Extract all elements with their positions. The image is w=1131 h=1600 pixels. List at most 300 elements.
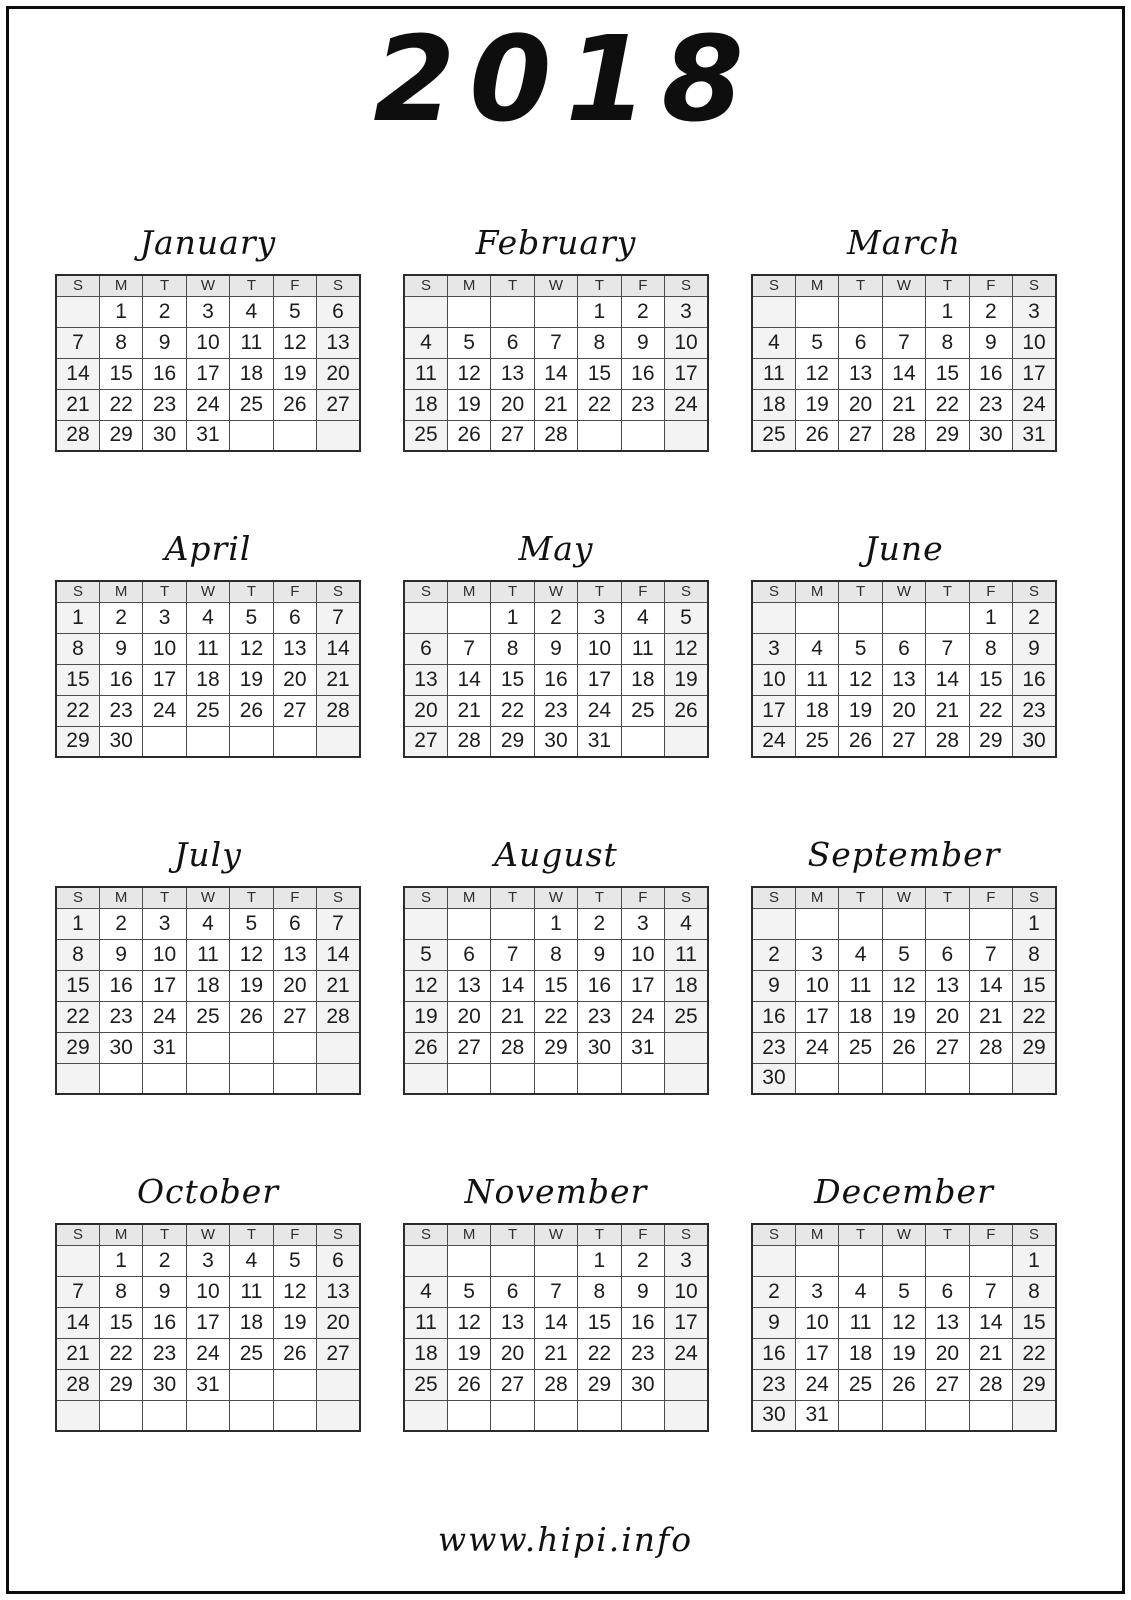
- weekday-header: F: [621, 275, 664, 296]
- empty-day-cell: [795, 1245, 838, 1276]
- empty-day-cell: [882, 1245, 925, 1276]
- day-cell: 12: [447, 1307, 490, 1338]
- day-cell: 23: [143, 1338, 186, 1369]
- weekday-header: W: [186, 275, 229, 296]
- day-cell: 7: [926, 633, 969, 664]
- week-row: [56, 1001, 360, 1032]
- day-cell: 18: [230, 1307, 273, 1338]
- empty-day-cell: [404, 1400, 447, 1431]
- day-cell: 10: [578, 633, 621, 664]
- day-cell: 29: [578, 1369, 621, 1400]
- weekday-header: F: [273, 275, 316, 296]
- day-cell: 2: [1013, 602, 1056, 633]
- month-december: [751, 1171, 1057, 1432]
- day-cell: 29: [491, 726, 534, 757]
- day-cell: 16: [534, 664, 577, 695]
- day-cell: 17: [795, 1338, 838, 1369]
- month-august: [403, 834, 709, 1095]
- week-row: [752, 602, 1056, 633]
- weekday-header: T: [491, 275, 534, 296]
- day-cell: 4: [621, 602, 664, 633]
- weekday-header: W: [534, 581, 577, 602]
- week-row: [56, 1032, 360, 1063]
- day-cell: 9: [143, 327, 186, 358]
- empty-day-cell: [447, 1400, 490, 1431]
- day-cell: 20: [491, 389, 534, 420]
- day-cell: 4: [839, 1276, 882, 1307]
- day-cell: 11: [665, 939, 708, 970]
- empty-day-cell: [273, 1369, 316, 1400]
- weekday-header: F: [621, 581, 664, 602]
- day-cell: 1: [56, 602, 99, 633]
- week-row: [56, 1245, 360, 1276]
- weekday-header: T: [926, 1224, 969, 1245]
- day-cell: 1: [99, 296, 142, 327]
- day-cell: 24: [186, 389, 229, 420]
- day-cell: 26: [882, 1032, 925, 1063]
- day-cell: 24: [795, 1369, 838, 1400]
- day-cell: 22: [56, 1001, 99, 1032]
- week-row: [56, 1400, 360, 1431]
- weekday-header: T: [839, 1224, 882, 1245]
- empty-day-cell: [273, 726, 316, 757]
- day-cell: 25: [752, 420, 795, 451]
- day-cell: 24: [143, 695, 186, 726]
- day-cell: 13: [447, 970, 490, 1001]
- weekday-header: M: [447, 887, 490, 908]
- day-cell: 31: [143, 1032, 186, 1063]
- day-cell: 5: [273, 296, 316, 327]
- day-cell: 4: [839, 939, 882, 970]
- day-cell: 11: [404, 358, 447, 389]
- day-cell: 23: [969, 389, 1012, 420]
- week-row: [56, 358, 360, 389]
- week-row: [404, 1063, 708, 1094]
- empty-day-cell: [882, 1400, 925, 1431]
- day-cell: 26: [230, 695, 273, 726]
- empty-day-cell: [317, 1369, 360, 1400]
- day-cell: 3: [795, 939, 838, 970]
- week-row: [56, 1276, 360, 1307]
- empty-day-cell: [969, 1400, 1012, 1431]
- week-row: [752, 1276, 1056, 1307]
- month-table: [55, 1223, 361, 1432]
- weekday-header: S: [665, 1224, 708, 1245]
- day-cell: 2: [621, 1245, 664, 1276]
- day-cell: 25: [404, 420, 447, 451]
- day-cell: 28: [969, 1369, 1012, 1400]
- day-cell: 16: [752, 1338, 795, 1369]
- day-cell: 16: [621, 358, 664, 389]
- week-row: [56, 939, 360, 970]
- day-cell: 4: [795, 633, 838, 664]
- day-cell: 20: [273, 664, 316, 695]
- day-cell: 31: [186, 420, 229, 451]
- day-cell: 26: [447, 420, 490, 451]
- weekday-header: F: [273, 1224, 316, 1245]
- day-cell: 28: [926, 726, 969, 757]
- day-cell: 2: [99, 908, 142, 939]
- weekday-header: M: [447, 275, 490, 296]
- empty-day-cell: [273, 420, 316, 451]
- day-cell: 26: [882, 1369, 925, 1400]
- day-cell: 29: [1013, 1369, 1056, 1400]
- day-cell: 22: [578, 1338, 621, 1369]
- day-cell: 20: [317, 358, 360, 389]
- week-row: [56, 327, 360, 358]
- week-row: [56, 908, 360, 939]
- empty-day-cell: [186, 1400, 229, 1431]
- day-cell: 14: [491, 970, 534, 1001]
- week-row: [404, 970, 708, 1001]
- week-row: [56, 1369, 360, 1400]
- weekday-header: F: [621, 887, 664, 908]
- day-cell: 6: [839, 327, 882, 358]
- day-cell: 13: [491, 1307, 534, 1338]
- day-cell: 13: [273, 939, 316, 970]
- day-cell: 2: [143, 1245, 186, 1276]
- day-cell: 15: [99, 358, 142, 389]
- day-cell: 25: [795, 726, 838, 757]
- weekday-header-row: [56, 1224, 360, 1245]
- day-cell: 6: [447, 939, 490, 970]
- day-cell: 22: [969, 695, 1012, 726]
- day-cell: 27: [491, 420, 534, 451]
- empty-day-cell: [491, 908, 534, 939]
- day-cell: 20: [447, 1001, 490, 1032]
- day-cell: 21: [926, 695, 969, 726]
- empty-day-cell: [317, 420, 360, 451]
- day-cell: 20: [404, 695, 447, 726]
- weekday-header: T: [578, 887, 621, 908]
- day-cell: 3: [621, 908, 664, 939]
- weekday-header: M: [99, 275, 142, 296]
- empty-day-cell: [230, 1032, 273, 1063]
- month-june: [751, 528, 1057, 758]
- day-cell: 28: [56, 420, 99, 451]
- day-cell: 12: [230, 939, 273, 970]
- day-cell: 25: [230, 1338, 273, 1369]
- weekday-header: S: [317, 887, 360, 908]
- day-cell: 29: [99, 420, 142, 451]
- day-cell: 5: [882, 1276, 925, 1307]
- empty-day-cell: [839, 1400, 882, 1431]
- month-table: [403, 1223, 709, 1432]
- day-cell: 14: [882, 358, 925, 389]
- day-cell: 17: [752, 695, 795, 726]
- day-cell: 15: [1013, 1307, 1056, 1338]
- day-cell: 27: [273, 695, 316, 726]
- day-cell: 3: [665, 1245, 708, 1276]
- day-cell: 15: [99, 1307, 142, 1338]
- week-row: [56, 420, 360, 451]
- day-cell: 6: [273, 908, 316, 939]
- weekday-header: F: [969, 275, 1012, 296]
- day-cell: 27: [404, 726, 447, 757]
- day-cell: 6: [491, 327, 534, 358]
- day-cell: 22: [1013, 1338, 1056, 1369]
- day-cell: 9: [752, 1307, 795, 1338]
- weekday-header: T: [839, 581, 882, 602]
- day-cell: 28: [969, 1032, 1012, 1063]
- day-cell: 21: [969, 1338, 1012, 1369]
- week-row: [404, 726, 708, 757]
- day-cell: 10: [795, 1307, 838, 1338]
- day-cell: 5: [230, 602, 273, 633]
- day-cell: 13: [926, 970, 969, 1001]
- week-row: [752, 633, 1056, 664]
- empty-day-cell: [969, 1245, 1012, 1276]
- empty-day-cell: [56, 1063, 99, 1094]
- day-cell: 19: [230, 664, 273, 695]
- month-january: [55, 222, 361, 452]
- day-cell: 7: [969, 1276, 1012, 1307]
- day-cell: 29: [969, 726, 1012, 757]
- day-cell: 8: [578, 1276, 621, 1307]
- week-row: [404, 664, 708, 695]
- week-row: [752, 1245, 1056, 1276]
- month-table: [403, 886, 709, 1095]
- weekday-header: T: [926, 275, 969, 296]
- day-cell: 19: [273, 358, 316, 389]
- day-cell: 10: [752, 664, 795, 695]
- day-cell: 4: [230, 1245, 273, 1276]
- week-row: [56, 664, 360, 695]
- day-cell: 25: [186, 1001, 229, 1032]
- day-cell: 10: [186, 327, 229, 358]
- day-cell: 27: [839, 420, 882, 451]
- day-cell: 14: [317, 633, 360, 664]
- day-cell: 19: [230, 970, 273, 1001]
- day-cell: 19: [839, 695, 882, 726]
- day-cell: 15: [578, 358, 621, 389]
- day-cell: 17: [186, 1307, 229, 1338]
- day-cell: 9: [143, 1276, 186, 1307]
- weekday-header-row: [404, 1224, 708, 1245]
- month-title: October: [136, 1172, 280, 1211]
- day-cell: 12: [230, 633, 273, 664]
- day-cell: 19: [447, 389, 490, 420]
- day-cell: 12: [447, 358, 490, 389]
- day-cell: 26: [447, 1369, 490, 1400]
- empty-day-cell: [752, 602, 795, 633]
- day-cell: 17: [1013, 358, 1056, 389]
- day-cell: 17: [186, 358, 229, 389]
- empty-day-cell: [447, 1063, 490, 1094]
- day-cell: 10: [143, 939, 186, 970]
- empty-day-cell: [882, 908, 925, 939]
- day-cell: 21: [969, 1001, 1012, 1032]
- week-row: [56, 602, 360, 633]
- empty-day-cell: [926, 908, 969, 939]
- empty-day-cell: [317, 1063, 360, 1094]
- empty-day-cell: [447, 908, 490, 939]
- week-row: [404, 296, 708, 327]
- empty-day-cell: [926, 1245, 969, 1276]
- day-cell: 28: [534, 420, 577, 451]
- week-row: [752, 1307, 1056, 1338]
- weekday-header: W: [534, 887, 577, 908]
- empty-day-cell: [143, 726, 186, 757]
- day-cell: 11: [752, 358, 795, 389]
- weekday-header-row: [752, 581, 1056, 602]
- empty-day-cell: [926, 1400, 969, 1431]
- day-cell: 20: [317, 1307, 360, 1338]
- weekday-header: W: [534, 1224, 577, 1245]
- week-row: [56, 695, 360, 726]
- day-cell: 22: [926, 389, 969, 420]
- day-cell: 7: [317, 908, 360, 939]
- month-table: [751, 274, 1057, 452]
- weekday-header: M: [99, 581, 142, 602]
- day-cell: 1: [491, 602, 534, 633]
- week-row: [752, 1001, 1056, 1032]
- day-cell: 8: [1013, 1276, 1056, 1307]
- month-april: [55, 528, 361, 758]
- empty-day-cell: [447, 1245, 490, 1276]
- month-table: [751, 580, 1057, 758]
- empty-day-cell: [1013, 1400, 1056, 1431]
- empty-day-cell: [752, 1245, 795, 1276]
- empty-day-cell: [795, 296, 838, 327]
- weekday-header: F: [969, 1224, 1012, 1245]
- day-cell: 17: [621, 970, 664, 1001]
- empty-day-cell: [665, 1400, 708, 1431]
- day-cell: 24: [578, 695, 621, 726]
- day-cell: 30: [969, 420, 1012, 451]
- day-cell: 6: [926, 1276, 969, 1307]
- week-row: [56, 1063, 360, 1094]
- month-table: [751, 1223, 1057, 1432]
- week-row: [752, 358, 1056, 389]
- weekday-header: S: [665, 275, 708, 296]
- day-cell: 1: [578, 1245, 621, 1276]
- week-row: [404, 908, 708, 939]
- empty-day-cell: [230, 726, 273, 757]
- empty-day-cell: [578, 420, 621, 451]
- weekday-header: W: [882, 1224, 925, 1245]
- week-row: [404, 327, 708, 358]
- day-cell: 6: [926, 939, 969, 970]
- day-cell: 15: [926, 358, 969, 389]
- weekday-header-row: [56, 275, 360, 296]
- empty-day-cell: [665, 420, 708, 451]
- day-cell: 10: [186, 1276, 229, 1307]
- weekday-header-row: [752, 1224, 1056, 1245]
- empty-day-cell: [534, 1400, 577, 1431]
- day-cell: 15: [491, 664, 534, 695]
- day-cell: 1: [969, 602, 1012, 633]
- day-cell: 8: [491, 633, 534, 664]
- day-cell: 5: [839, 633, 882, 664]
- empty-day-cell: [578, 1400, 621, 1431]
- day-cell: 27: [926, 1032, 969, 1063]
- day-cell: 5: [882, 939, 925, 970]
- day-cell: 6: [273, 602, 316, 633]
- empty-day-cell: [317, 1400, 360, 1431]
- day-cell: 10: [665, 1276, 708, 1307]
- months-grid: [55, 222, 1057, 1432]
- day-cell: 26: [230, 1001, 273, 1032]
- day-cell: 9: [99, 633, 142, 664]
- weekday-header: W: [186, 581, 229, 602]
- month-may: [403, 528, 709, 758]
- day-cell: 2: [578, 908, 621, 939]
- weekday-header-row: [752, 275, 1056, 296]
- day-cell: 11: [839, 1307, 882, 1338]
- weekday-header: S: [1013, 275, 1056, 296]
- day-cell: 11: [230, 1276, 273, 1307]
- day-cell: 14: [969, 970, 1012, 1001]
- day-cell: 26: [404, 1032, 447, 1063]
- day-cell: 25: [230, 389, 273, 420]
- day-cell: 8: [1013, 939, 1056, 970]
- day-cell: 21: [56, 389, 99, 420]
- day-cell: 4: [752, 327, 795, 358]
- empty-day-cell: [186, 1063, 229, 1094]
- weekday-header: T: [230, 581, 273, 602]
- week-row: [404, 1400, 708, 1431]
- month-october: [55, 1171, 361, 1432]
- weekday-header: S: [56, 1224, 99, 1245]
- weekday-header-row: [752, 887, 1056, 908]
- day-cell: 15: [56, 664, 99, 695]
- empty-day-cell: [99, 1400, 142, 1431]
- week-row: [752, 1400, 1056, 1431]
- day-cell: 18: [839, 1001, 882, 1032]
- footer-url: www.hipi.info: [437, 1520, 694, 1559]
- empty-day-cell: [273, 1063, 316, 1094]
- day-cell: 17: [665, 1307, 708, 1338]
- day-cell: 28: [534, 1369, 577, 1400]
- weekday-header: T: [578, 1224, 621, 1245]
- week-row: [56, 1307, 360, 1338]
- day-cell: 1: [56, 908, 99, 939]
- day-cell: 28: [882, 420, 925, 451]
- weekday-header: S: [404, 887, 447, 908]
- month-title: January: [139, 223, 277, 262]
- weekday-header: T: [230, 275, 273, 296]
- weekday-header: W: [534, 275, 577, 296]
- weekday-header: S: [56, 275, 99, 296]
- day-cell: 13: [317, 1276, 360, 1307]
- weekday-header: T: [143, 887, 186, 908]
- day-cell: 6: [882, 633, 925, 664]
- weekday-header: W: [882, 581, 925, 602]
- day-cell: 5: [404, 939, 447, 970]
- weekday-header: F: [621, 1224, 664, 1245]
- empty-day-cell: [56, 296, 99, 327]
- weekday-header: S: [752, 887, 795, 908]
- day-cell: 11: [186, 633, 229, 664]
- day-cell: 23: [99, 695, 142, 726]
- day-cell: 21: [534, 389, 577, 420]
- week-row: [752, 1338, 1056, 1369]
- day-cell: 1: [1013, 1245, 1056, 1276]
- day-cell: 8: [926, 327, 969, 358]
- week-row: [752, 664, 1056, 695]
- day-cell: 18: [665, 970, 708, 1001]
- day-cell: 24: [143, 1001, 186, 1032]
- day-cell: 10: [665, 327, 708, 358]
- empty-day-cell: [926, 1063, 969, 1094]
- week-row: [752, 327, 1056, 358]
- week-row: [404, 389, 708, 420]
- weekday-header: T: [143, 275, 186, 296]
- day-cell: 29: [56, 726, 99, 757]
- weekday-header: M: [447, 581, 490, 602]
- day-cell: 18: [621, 664, 664, 695]
